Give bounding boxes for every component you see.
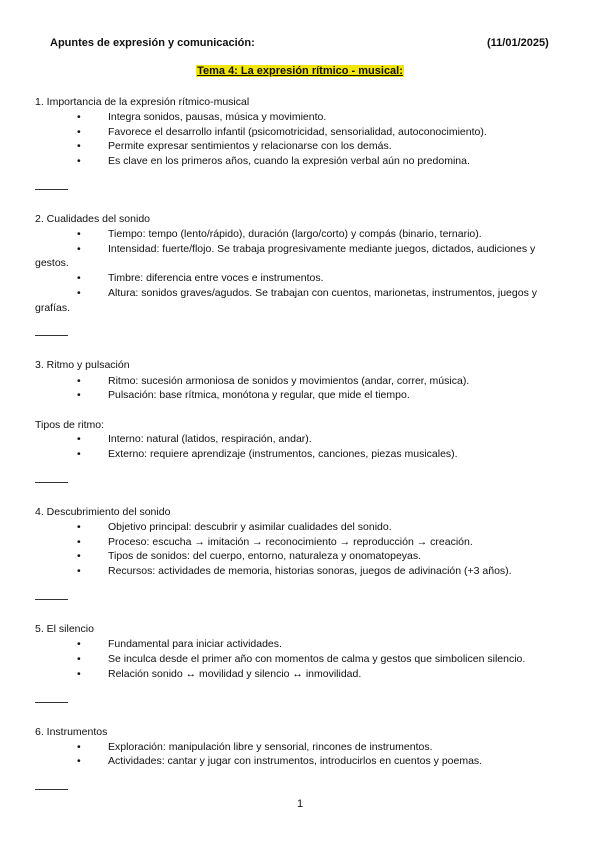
list-item: Se inculca desde el primer año con momentos de calma y gestos que simbolicen silencio. [108,653,526,665]
list-item: Recursos: actividades de memoria, historias sonoras, juegos de adivinación (+3 años). [108,565,512,577]
bullet-icon: • [77,638,81,650]
document-date: (11/01/2025) [487,37,549,49]
section-divider [35,335,68,336]
subsection-heading: Tipos de ritmo: [35,419,105,431]
list-item-continuation: grafías. [35,302,71,314]
bullet-icon: • [77,741,81,753]
section-heading: 1. Importancia de la expresión rítmico-musical [35,96,250,108]
list-item: Actividades: cantar y jugar con instrumentos, introducirlos en cuentos y poemas. [108,755,483,767]
list-item: Tiempo: tempo (lento/rápido), duración (largo/corto) y compás (binario, ternario). [108,228,482,240]
list-item: Ritmo: sucesión armoniosa de sonidos y movimientos (andar, correr, música). [108,375,470,387]
section-heading: 3. Ritmo y pulsación [35,359,130,371]
bullet-icon: • [77,433,81,445]
document-title: Apuntes de expresión y comunicación: [50,37,255,49]
list-item: Intensidad: fuerte/flojo. Se trabaja progresivamente mediante juegos, dictados, audiciones y [108,243,536,255]
bullet-icon: • [77,287,81,299]
bullet-icon: • [77,272,81,284]
section-divider [35,789,68,790]
list-item: Timbre: diferencia entre voces e instrumentos. [108,272,324,284]
bullet-icon: • [77,111,81,123]
list-item: Pulsación: base rítmica, monótona y regular, que mide el tiempo. [108,389,410,401]
list-item: Es clave en los primeros años, cuando la expresión verbal aún no predomina. [108,155,470,167]
bullet-icon: • [77,521,81,533]
list-item: Exploración: manipulación libre y sensorial, rincones de instrumentos. [108,741,433,753]
list-item: Fundamental para iniciar actividades. [108,638,282,650]
section-heading: 6. Instrumentos [35,726,108,738]
bullet-icon: • [77,550,81,562]
list-item: Altura: sonidos graves/agudos. Se trabajan con cuentos, marionetas, instrumentos, juegos y [108,287,537,299]
list-item: Externo: requiere aprendizaje (instrumentos, canciones, piezas musicales). [108,448,458,460]
list-item: Permite expresar sentimientos y relacionarse con los demás. [108,140,392,152]
list-item: Proceso: escucha → imitación → reconocimiento → reproducción → creación. [108,536,473,548]
bullet-icon: • [77,228,81,240]
list-item: Relación sonido ↔ movilidad y silencio ↔ inmovilidad. [108,668,362,680]
section-heading: 4. Descubrimiento del sonido [35,506,171,518]
bullet-icon: • [77,126,81,138]
bullet-icon: • [77,565,81,577]
list-item: Tipos de sonidos: del cuerpo, entorno, naturaleza y onomatopeyas. [108,550,422,562]
list-item: Objetivo principal: descubrir y asimilar cualidades del sonido. [108,521,392,533]
bullet-icon: • [77,389,81,401]
section-heading: 2. Cualidades del sonido [35,213,150,225]
topic-title: Tema 4: La expresión rítmico - musical: [197,65,403,77]
section-heading: 5. El silencio [35,623,94,635]
bullet-icon: • [77,536,81,548]
bullet-icon: • [77,668,81,680]
list-item: Favorece el desarrollo infantil (psicomotricidad, sensorialidad, autoconocimiento). [108,126,487,138]
list-item: Integra sonidos, pausas, música y movimiento. [108,111,327,123]
list-item: Interno: natural (latidos, respiración, andar). [108,433,312,445]
bullet-icon: • [77,155,81,167]
page-number: 1 [296,798,304,810]
bullet-icon: • [77,653,81,665]
bullet-icon: • [77,375,81,387]
bullet-icon: • [77,448,81,460]
section-divider [35,599,68,600]
section-divider [35,702,68,703]
list-item-continuation: gestos. [35,257,69,269]
bullet-icon: • [77,140,81,152]
section-divider [35,189,68,190]
bullet-icon: • [77,755,81,767]
section-divider [35,482,68,483]
bullet-icon: • [77,243,81,255]
